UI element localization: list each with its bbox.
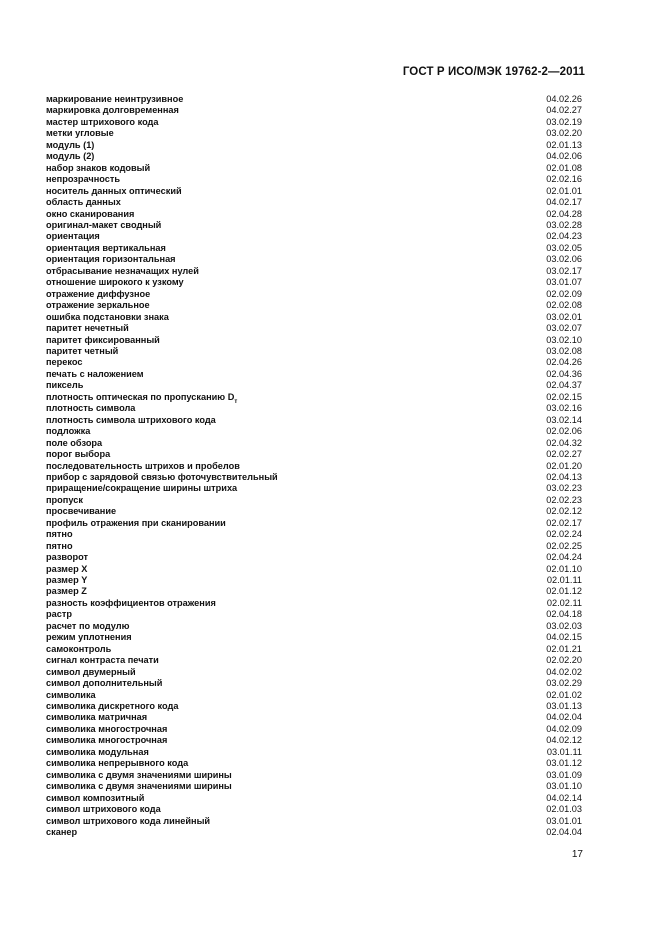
index-term: [46, 357, 82, 368]
index-entry: [46, 609, 584, 620]
index-code: 02.01.01: [546, 185, 582, 196]
index-entry: [46, 827, 584, 838]
index-term-symbol: D: [227, 391, 235, 402]
index-entry: [46, 266, 584, 277]
index-code: 02.02.24: [546, 529, 582, 540]
index-term: [46, 529, 73, 540]
index-term: [46, 598, 216, 609]
index-term-text: отражение диффузное: [46, 288, 151, 299]
index-term-text: плотность символа: [46, 403, 136, 414]
index-term-text: размер Z: [46, 586, 87, 597]
index-code: 02.02.06: [546, 426, 582, 437]
index-entry: [46, 403, 584, 414]
index-code: 03.02.07: [546, 323, 582, 334]
index-code: 03.01.12: [546, 758, 582, 769]
index-entry: [46, 529, 584, 540]
index-code: 02.04.36: [546, 368, 582, 379]
index-code: 04.02.09: [546, 723, 582, 734]
index-term: [46, 128, 114, 139]
index-term: [46, 712, 147, 723]
index-entry: [46, 392, 584, 403]
index-term-text: расчет по модулю: [46, 620, 130, 631]
index-term-text: отражение зеркальное: [46, 300, 150, 311]
index-entry: [46, 197, 584, 208]
index-term: [46, 266, 199, 277]
index-code: 02.01.08: [546, 162, 582, 173]
index-term-text: порог выбора: [46, 449, 111, 460]
index-entry: [46, 586, 584, 597]
index-term-text: ориентация вертикальная: [46, 242, 166, 253]
index-entry: [46, 346, 584, 357]
index-term: [46, 644, 111, 655]
index-term-text: метки угловые: [46, 128, 114, 139]
index-term: [46, 346, 118, 357]
index-entry: [46, 209, 584, 220]
index-term-text: ошибка подстановки знака: [46, 311, 169, 322]
index-code: 02.04.04: [546, 827, 582, 837]
index-entry: [46, 770, 584, 781]
index-term-text: ориентация горизонтальная: [46, 254, 176, 265]
index-term: [46, 621, 129, 632]
index-entry: [46, 174, 584, 185]
index-entry: [46, 323, 584, 334]
index-entry: [46, 472, 584, 483]
index-term-text: поле обзора: [46, 437, 103, 448]
index-entry: [46, 94, 584, 105]
index-code: 02.02.23: [546, 494, 582, 505]
index-code: 03.02.06: [546, 254, 582, 265]
index-entry: [46, 621, 584, 632]
index-term-text: прибор с зарядовой связью фоточувствительный: [46, 471, 278, 482]
index-entry: [46, 117, 584, 128]
index-entry: [46, 105, 584, 116]
index-term-text: символ штрихового кода: [46, 804, 161, 815]
index-code: 04.02.02: [546, 666, 582, 677]
index-term: [46, 415, 216, 426]
index-entry: [46, 632, 584, 643]
index-code: 03.01.11: [546, 746, 582, 757]
index-term-text: перекос: [46, 357, 83, 368]
index-code: 03.02.20: [546, 128, 582, 139]
index-entry: [46, 140, 584, 151]
index-code: 04.02.14: [546, 792, 582, 803]
index-entry: [46, 312, 584, 323]
index-term-text: пятно: [46, 540, 73, 551]
index-code: 03.02.16: [546, 403, 582, 414]
index-term: [46, 117, 159, 128]
index-term: [46, 495, 83, 506]
index-term: [46, 312, 169, 323]
index-entry: [46, 415, 584, 426]
index-code: 02.01.21: [546, 643, 582, 654]
index-term: [46, 438, 102, 449]
index-code: 03.02.17: [546, 265, 582, 276]
index-entry: [46, 449, 584, 460]
term-index-list: [46, 94, 584, 838]
index-term: [46, 174, 120, 185]
index-term-text: символ штрихового кода линейный: [46, 815, 211, 826]
index-term-text: самоконтроль: [46, 643, 112, 654]
index-term-text: маркирование неинтрузивное: [46, 94, 184, 104]
index-code: 03.01.09: [546, 769, 582, 780]
index-code: 02.02.12: [546, 506, 582, 517]
index-entry: [46, 163, 584, 174]
index-entry: [46, 254, 584, 265]
index-code: 02.02.11: [546, 597, 582, 608]
index-term-text: размер X: [46, 563, 88, 574]
index-entry: [46, 793, 584, 804]
document-header: ГОСТ Р ИСО/МЭК 19762-2—2011: [402, 66, 585, 78]
index-term-text: отношение широкого к узкому: [46, 277, 184, 288]
index-entry: [46, 644, 584, 655]
index-term: [46, 186, 182, 197]
index-code: 04.02.27: [546, 105, 582, 116]
index-entry: [46, 483, 584, 494]
index-term: [46, 609, 72, 620]
index-code: 02.02.27: [546, 449, 582, 460]
index-entry: [46, 357, 584, 368]
index-term: [46, 209, 134, 220]
index-code: 04.02.26: [546, 94, 582, 104]
index-entry: [46, 575, 584, 586]
index-term-text: пятно: [46, 529, 73, 540]
index-term: [46, 289, 150, 300]
index-entry: [46, 300, 584, 311]
index-entry: [46, 735, 584, 746]
index-entry: [46, 518, 584, 529]
index-entry: [46, 690, 584, 701]
index-term: [46, 449, 110, 460]
index-entry: [46, 667, 584, 678]
index-code: 03.02.05: [546, 242, 582, 253]
index-code: 02.02.20: [546, 655, 582, 666]
index-term: [46, 163, 150, 174]
index-term-text: отбрасывание незначащих нулей: [46, 265, 199, 276]
index-code: 02.02.15: [546, 391, 582, 402]
index-term-text: паритет четный: [46, 345, 119, 356]
index-term: [46, 735, 167, 746]
index-code: 03.02.14: [546, 414, 582, 425]
index-code: 02.04.13: [546, 471, 582, 482]
index-entry: [46, 277, 584, 288]
index-code: 02.01.12: [546, 586, 582, 597]
index-term-text: режим уплотнения: [46, 632, 132, 643]
index-entry: [46, 598, 584, 609]
index-term-text: растр: [46, 609, 72, 620]
index-entry: [46, 655, 584, 666]
index-term: [46, 781, 232, 792]
index-term: [46, 552, 88, 563]
index-code: 03.02.08: [546, 345, 582, 356]
index-term: [46, 472, 278, 483]
index-code: 02.01.11: [546, 575, 582, 586]
index-code: 02.02.17: [546, 517, 582, 528]
index-entry: [46, 289, 584, 300]
index-entry: [46, 712, 584, 723]
index-code: 02.01.03: [546, 804, 582, 815]
index-term: [46, 277, 184, 288]
index-entry: [46, 781, 584, 792]
index-term-text: символ дополнительный: [46, 678, 163, 689]
index-term: [46, 793, 144, 804]
index-term-text: символика многострочная: [46, 723, 168, 734]
index-code: 02.02.08: [546, 300, 582, 311]
index-term: [46, 541, 73, 552]
index-term: [46, 816, 210, 827]
index-term: [46, 323, 129, 334]
index-term-text: разворот: [46, 552, 89, 563]
index-term-text: плотность символа штрихового кода: [46, 414, 216, 425]
index-term: [46, 300, 150, 311]
index-term-subscript: т: [234, 398, 238, 405]
index-code: 03.02.29: [546, 678, 582, 689]
index-entry: [46, 552, 584, 563]
index-entry: [46, 369, 584, 380]
index-term-text: символика непрерывного кода: [46, 758, 189, 769]
index-code: 03.02.23: [546, 483, 582, 494]
index-entry: [46, 335, 584, 346]
index-entry: [46, 747, 584, 758]
index-term: [46, 724, 167, 735]
index-term: [46, 243, 166, 254]
index-entry: [46, 231, 584, 242]
index-term: [46, 483, 237, 494]
index-code: 04.02.15: [546, 632, 582, 643]
index-term-text: оригинал-макет сводный: [46, 219, 162, 230]
index-entry: [46, 438, 584, 449]
index-term-text: мастер штрихового кода: [46, 116, 159, 127]
index-term-text: символика с двумя значениями ширины: [46, 769, 232, 780]
index-entry: [46, 564, 584, 575]
index-term: [46, 564, 87, 575]
index-term-text: модуль (2): [46, 151, 95, 162]
index-term: [46, 586, 87, 597]
index-term: [46, 151, 94, 162]
index-term: [46, 770, 232, 781]
index-term: [46, 369, 144, 380]
index-term-text: модуль (1): [46, 139, 95, 150]
index-entry: [46, 380, 584, 391]
index-entry: [46, 426, 584, 437]
index-term-text: символика дискретного кода: [46, 701, 179, 712]
index-term: [46, 140, 94, 151]
index-entry: [46, 678, 584, 689]
index-term-text: размер Y: [46, 575, 88, 586]
index-entry: [46, 461, 584, 472]
index-entry: [46, 186, 584, 197]
index-term-text: символика: [46, 689, 96, 700]
index-entry: [46, 804, 584, 815]
index-code: 02.04.32: [546, 437, 582, 448]
index-term-text: символика с двумя значениями ширины: [46, 781, 232, 792]
index-code: 02.04.28: [546, 208, 582, 219]
index-term-text: просвечивание: [46, 506, 117, 517]
index-code: 03.01.13: [546, 701, 582, 712]
index-entry: [46, 128, 584, 139]
index-entry: [46, 495, 584, 506]
index-term-text: область данных: [46, 197, 121, 208]
index-term-text: ориентация: [46, 231, 100, 242]
index-entry: [46, 243, 584, 254]
index-entry: [46, 151, 584, 162]
index-term-text: плотность оптическая по пропусканию: [46, 391, 226, 402]
index-term-text: паритет нечетный: [46, 323, 129, 334]
index-term-text: символ композитный: [46, 792, 145, 803]
index-code: 02.04.37: [546, 380, 582, 391]
index-entry: [46, 816, 584, 827]
index-entry: [46, 724, 584, 735]
index-term: [46, 827, 77, 838]
index-term: [46, 632, 132, 643]
index-code: 02.02.09: [546, 288, 582, 299]
index-term: [46, 678, 162, 689]
index-term: [46, 804, 161, 815]
index-term-text: сканер: [46, 827, 78, 837]
index-entry: [46, 758, 584, 769]
index-term-text: символ двумерный: [46, 666, 136, 677]
index-term-text: печать с наложением: [46, 368, 144, 379]
page-number: 17: [571, 849, 583, 860]
index-term-text: последовательность штрихов и пробелов: [46, 460, 240, 471]
index-term: [46, 655, 159, 666]
index-term: [46, 518, 226, 529]
index-term-text: пропуск: [46, 494, 83, 505]
index-code: 03.02.10: [546, 334, 582, 345]
index-code: 02.01.02: [546, 689, 582, 700]
index-term: [46, 335, 160, 346]
index-term-text: окно сканирования: [46, 208, 135, 219]
index-code: 03.01.01: [546, 815, 582, 826]
index-code: 02.01.10: [546, 563, 582, 574]
index-entry: [46, 701, 584, 712]
index-code: 04.02.04: [546, 712, 582, 723]
index-term-text: символика матричная: [46, 712, 148, 723]
index-term: [46, 701, 178, 712]
index-term-text: пиксель: [46, 380, 84, 391]
index-term: [46, 426, 90, 437]
index-term-text: сигнал контраста печати: [46, 655, 159, 666]
index-code: 03.01.10: [546, 781, 582, 792]
index-code: 03.02.28: [546, 219, 582, 230]
index-code: 02.04.24: [546, 552, 582, 563]
index-code: 03.02.01: [546, 311, 582, 322]
index-entry: [46, 220, 584, 231]
index-term: [46, 231, 100, 242]
index-term-text: символика модульная: [46, 746, 149, 757]
index-term: [46, 690, 96, 701]
index-code: 02.01.20: [546, 460, 582, 471]
index-term-text: носитель данных оптический: [46, 185, 182, 196]
index-term: [46, 220, 161, 231]
index-term: [46, 254, 176, 265]
index-code: 02.04.18: [546, 609, 582, 620]
index-code: 03.02.19: [546, 116, 582, 127]
index-code: 02.02.16: [546, 174, 582, 185]
index-term: [46, 94, 183, 105]
index-term: [46, 506, 116, 517]
index-term: [46, 380, 83, 391]
index-code: 03.02.03: [546, 620, 582, 631]
index-code: 02.04.26: [546, 357, 582, 368]
index-term: [46, 461, 240, 472]
index-term: [46, 575, 87, 586]
index-term-text: набор знаков кодовый: [46, 162, 151, 173]
index-term-text: профиль отражения при сканировании: [46, 517, 226, 528]
index-term-text: разность коэффициентов отражения: [46, 597, 216, 608]
index-term-text: подложка: [46, 426, 91, 437]
index-code: 02.04.23: [546, 231, 582, 242]
index-term: [46, 667, 136, 678]
index-term-text: паритет фиксированный: [46, 334, 160, 345]
index-term: [46, 105, 179, 116]
index-entry: [46, 541, 584, 552]
index-term-text: символика многострочная: [46, 735, 168, 746]
index-term-text: маркировка долговременная: [46, 105, 179, 116]
index-term: [46, 747, 149, 758]
index-term-text: приращение/сокращение ширины штриха: [46, 483, 238, 494]
index-code: 04.02.12: [546, 735, 582, 746]
index-term: [46, 758, 188, 769]
index-term: [46, 197, 121, 208]
index-code: 04.02.06: [546, 151, 582, 162]
index-code: 02.01.13: [546, 139, 582, 150]
index-code: 03.01.07: [546, 277, 582, 288]
index-term: [46, 403, 135, 414]
index-code: 02.02.25: [546, 540, 582, 551]
index-term-text: непрозрачность: [46, 174, 121, 185]
index-code: 04.02.17: [546, 197, 582, 208]
index-entry: [46, 506, 584, 517]
